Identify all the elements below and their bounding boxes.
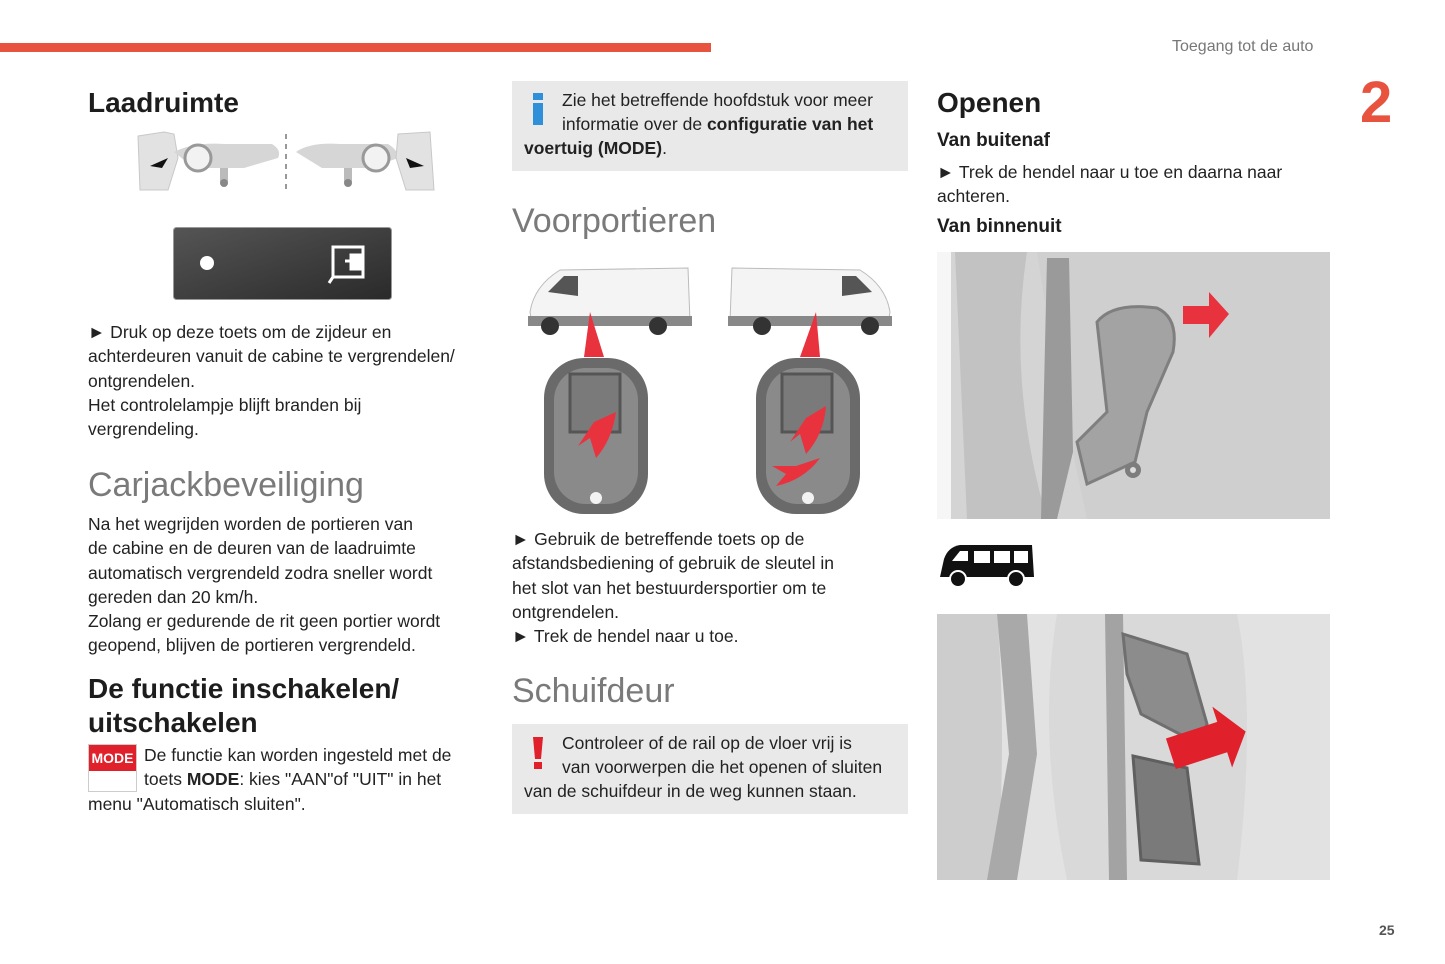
inner-lever-photo <box>937 252 1330 519</box>
van-buitenaf-heading: Van buitenaf <box>937 130 1050 151</box>
door-handle-right-icon <box>756 358 860 514</box>
front-door-handles-illustration <box>520 262 900 518</box>
carjack-text: Na het wegrijden worden de portieren van de cabine en de deuren van de laadruimte automatisch vergrendeld zodra sneller wordt gereden dan 20 km/h. Zolang er gedurende de rit geen portier wordt geopend, blijven de portieren vergrendeld. <box>88 514 441 656</box>
schuifdeur-title: Schuifdeur <box>512 672 675 710</box>
van-right-icon <box>728 268 892 335</box>
door-handle-left-icon <box>544 358 648 514</box>
warning-icon <box>532 737 544 769</box>
voorportieren-text: ► Gebruik de betreffende toets op de afstandsbediening of gebruik de sleutel in het slot van het bestuurdersportier om te ontgrendelen. ► Trek de hendel naar u toe. <box>512 529 835 647</box>
mode-button-icon: MODE <box>88 744 137 792</box>
chapter-number: 2 <box>1360 70 1393 135</box>
functie-text-b: menu "Automatisch sluiten". <box>88 794 306 814</box>
lock-button-panel <box>173 227 392 300</box>
laadruimte-title: Laadruimte <box>88 87 239 118</box>
warning-box <box>512 724 908 814</box>
functie-text-a: De functie kan worden ingesteld met de toets MODE: kies "AAN"of "UIT" in het <box>144 745 452 790</box>
functie-title: De functie inschakelen/ uitschakelen <box>88 673 400 738</box>
van-left-icon <box>528 268 692 335</box>
van-binnenuit-heading: Van binnenuit <box>937 216 1062 237</box>
info-icon <box>532 93 544 125</box>
info-line-3: voertuig (MODE). <box>524 138 667 158</box>
page-number: 25 <box>1379 922 1395 938</box>
passenger-van-icon <box>938 543 1036 589</box>
sliding-door-lever-photo <box>937 614 1330 880</box>
voorportieren-title: Voorportieren <box>512 202 717 240</box>
warning-line-2: van voorwerpen die het openen of sluiten <box>562 757 883 778</box>
indicator-light-icon <box>200 256 214 270</box>
cabin-diagram-illustration <box>134 128 439 198</box>
carjack-title: Carjackbeveiliging <box>88 466 364 504</box>
warning-line-3: van de schuifdeur in de weg kunnen staan. <box>524 781 857 801</box>
info-line-2: informatie over de configuratie van het <box>562 114 874 135</box>
info-box <box>512 81 908 171</box>
section-title: Toegang tot de auto <box>1172 38 1314 55</box>
openen-title: Openen <box>937 87 1042 118</box>
header-accent-bar <box>0 43 711 52</box>
info-line-1: Zie het betreffende hoofdstuk voor meer <box>562 90 873 110</box>
buitenaf-text: ► Trek de hendel naar u toe en daarna naar achteren. <box>937 162 1283 207</box>
warning-line-1: Controleer of de rail op de vloer vrij is <box>562 733 852 753</box>
laadruimte-text: ► Druk op deze toets om de zijdeur en achterdeuren vanuit de cabine te vergrendelen/ ontgrendelen. Het controlelampje blijft branden bij vergrendeling. <box>88 322 455 440</box>
